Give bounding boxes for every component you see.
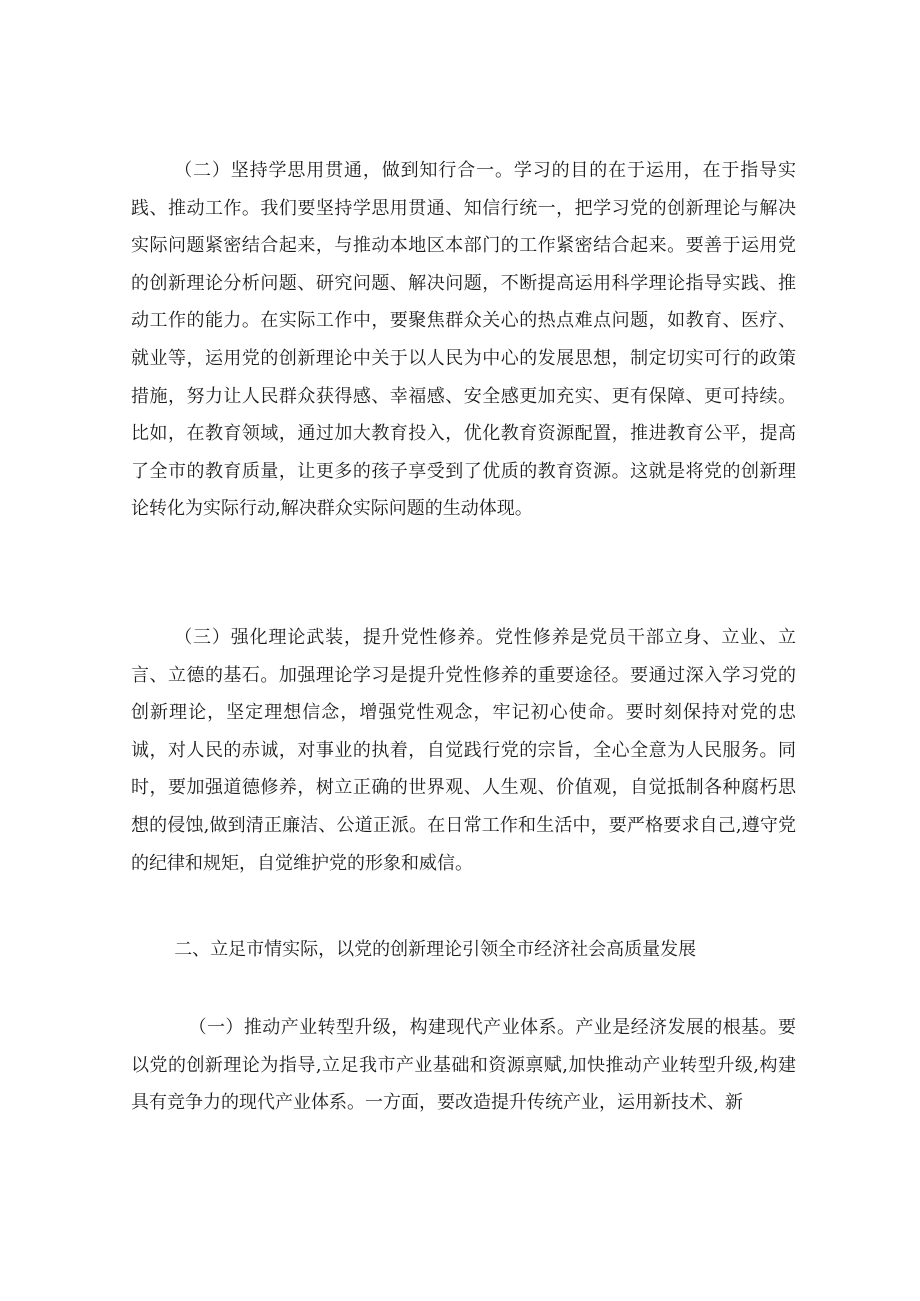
paragraph-section-three: （三）强化理论武装，提升党性修养。党性修养是党员干部立身、立业、立言、立德的基石。加强理论学习是提升党性修养的重要途径。要通过深入学习党的创新理论，坚定理想信念，增强党性观念，牢记初心使命。要时刻保持对党的忠诚，对人民的赤诚，对事业的执着，自觉践行党的宗旨，全心全意为人民服务。同时，要加强道德修养，树立正确的世界观、人生观、价值观，自觉抵制各种腐朽思想的侵蚀,做到清正廉洁、公道正派。在日常工作和生活中，要严格要求自己,遵守党的纪律和规矩，自觉维护党的形象和威信。 (131, 627, 796, 874)
paragraph-section-two: （二）坚持学思用贯通，做到知行合一。学习的目的在于运用，在于指导实践、推动工作。我们要坚持学思用贯通、知信行统一，把学习党的创新理论与解决实际问题紧密结合起来，与推动本地区本部门的工作紧密结合起来。要善于运用党的创新理论分析问题、研究问题、解决问题，不断提高运用科学理论指导实践、推动工作的能力。在实际工作中，要聚焦群众关心的热点难点问题，如教育、医疗、就业等，运用党的创新理论中关于以人民为中心的发展思想，制定切实可行的政策措施，努力让人民群众获得感、幸福感、安全感更加充实、更有保障、更可持续。比如，在教育领域，通过加大教育投入，优化教育资源配置，推进教育公平，提高了全市的教育质量，让更多的孩子享受到了优质的教育资源。这就是将党的创新理论转化为实际行动,解决群众实际问题的生动体现。 (131, 160, 796, 520)
chapter-heading: 二、立足市情实际，以党的创新理论引领全市经济社会高质量发展 (174, 939, 697, 960)
paragraph-section-one: （一）推动产业转型升级，构建现代产业体系。产业是经济发展的根基。要以党的创新理论为指导,立足我市产业基础和资源禀赋,加快推动产业转型升级,构建具有竞争力的现代产业体系。一方面，要改造提升传统产业，运用新技术、新 (131, 1017, 796, 1114)
